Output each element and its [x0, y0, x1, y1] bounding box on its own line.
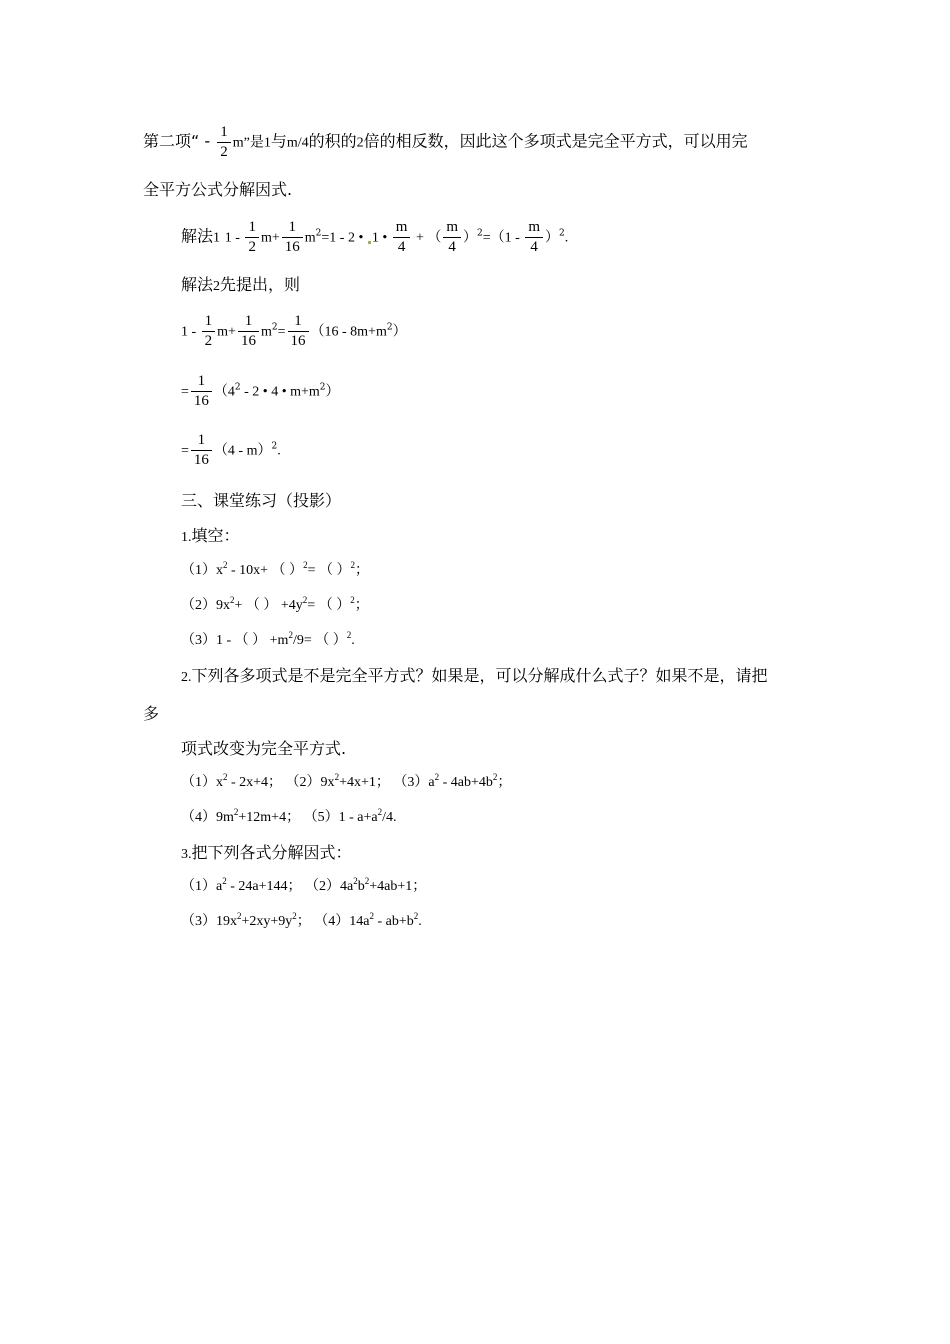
equation-2: = $\frac{1}{16}$ （$4^2 - 2$ • 4 • $m+m^2$） — [181, 373, 340, 409]
question-1-item-1: $(1)x^2 - 10x+$ （ ）$^2$= （ ）$^2$； — [181, 560, 369, 578]
question-2: 2.下列各多项式是不是完全平方式？如果是，可以分解成什么式子？如果不是，请把 — [181, 666, 768, 685]
question-2-items-2: $(4)9m^2+12m+4$； $(5)1 - a+a^2/4$. — [181, 807, 397, 825]
para-1-line-1: 第二项“ - $\frac{1}{2}$ m”是1与m/4的积的2倍的相反数，因此这个多项式是完全平方式，可以用完 — [143, 124, 748, 160]
para-1-line-2: 全平方公式分解因式. — [143, 180, 293, 199]
fraction-one-half: $\frac{1}{2}$ — [217, 123, 231, 162]
stray-dot — [368, 241, 371, 244]
question-1-item-2: $(2)9x^2+$ （ ） $+4y^2=$ （ ）$^2$； — [181, 595, 369, 613]
question-3: 3.把下列各式分解因式： — [181, 843, 352, 862]
question-3-items-2: $(3)19x^2+2xy+9y^2$； $(4)14a^2 - ab+b^2$. — [181, 911, 422, 929]
question-2-items-1: $(1)x^2 - 2x+4$； $(2)9x^2+4x+1$； $(3)a^2 - 4ab+4b^2$； — [181, 772, 512, 790]
question-2-cont: 项式改变为完全平方式. — [181, 739, 347, 758]
solution-2: 解法2先提出，则 — [181, 275, 301, 294]
question-1: 1.填空： — [181, 526, 240, 545]
solution-1: 解法1 1 - $\frac{1}{2}$ m+ $\frac{1}{16}$ $m^2=1 - 2$ • 1 • $\frac{m}{4}$ + （ $\frac{m}{4}$ ）$^2$=（1 - $\frac{m}{4}$ ）$^2$. — [181, 219, 569, 255]
equation-3: = $\frac{1}{16}$ （4 - m）$^2$. — [181, 432, 281, 468]
question-2-wrap: 多 — [143, 704, 160, 723]
section-heading: 三、课堂练习（投影） — [181, 491, 342, 510]
equation-1: 1 - $\frac{1}{2}$ m+ $\frac{1}{16}$ $m^2=$ $\frac{1}{16}$ $(16 - 8m+m^2)$ — [181, 313, 407, 349]
question-1-item-3: （3）1 - （ ） $+m^2/9=$ （ ）$^2$. — [181, 630, 355, 648]
question-3-items-1: $(1)a^2 - 24a+144$； $(2)4a^2b^2+4ab+1$； — [181, 876, 427, 894]
